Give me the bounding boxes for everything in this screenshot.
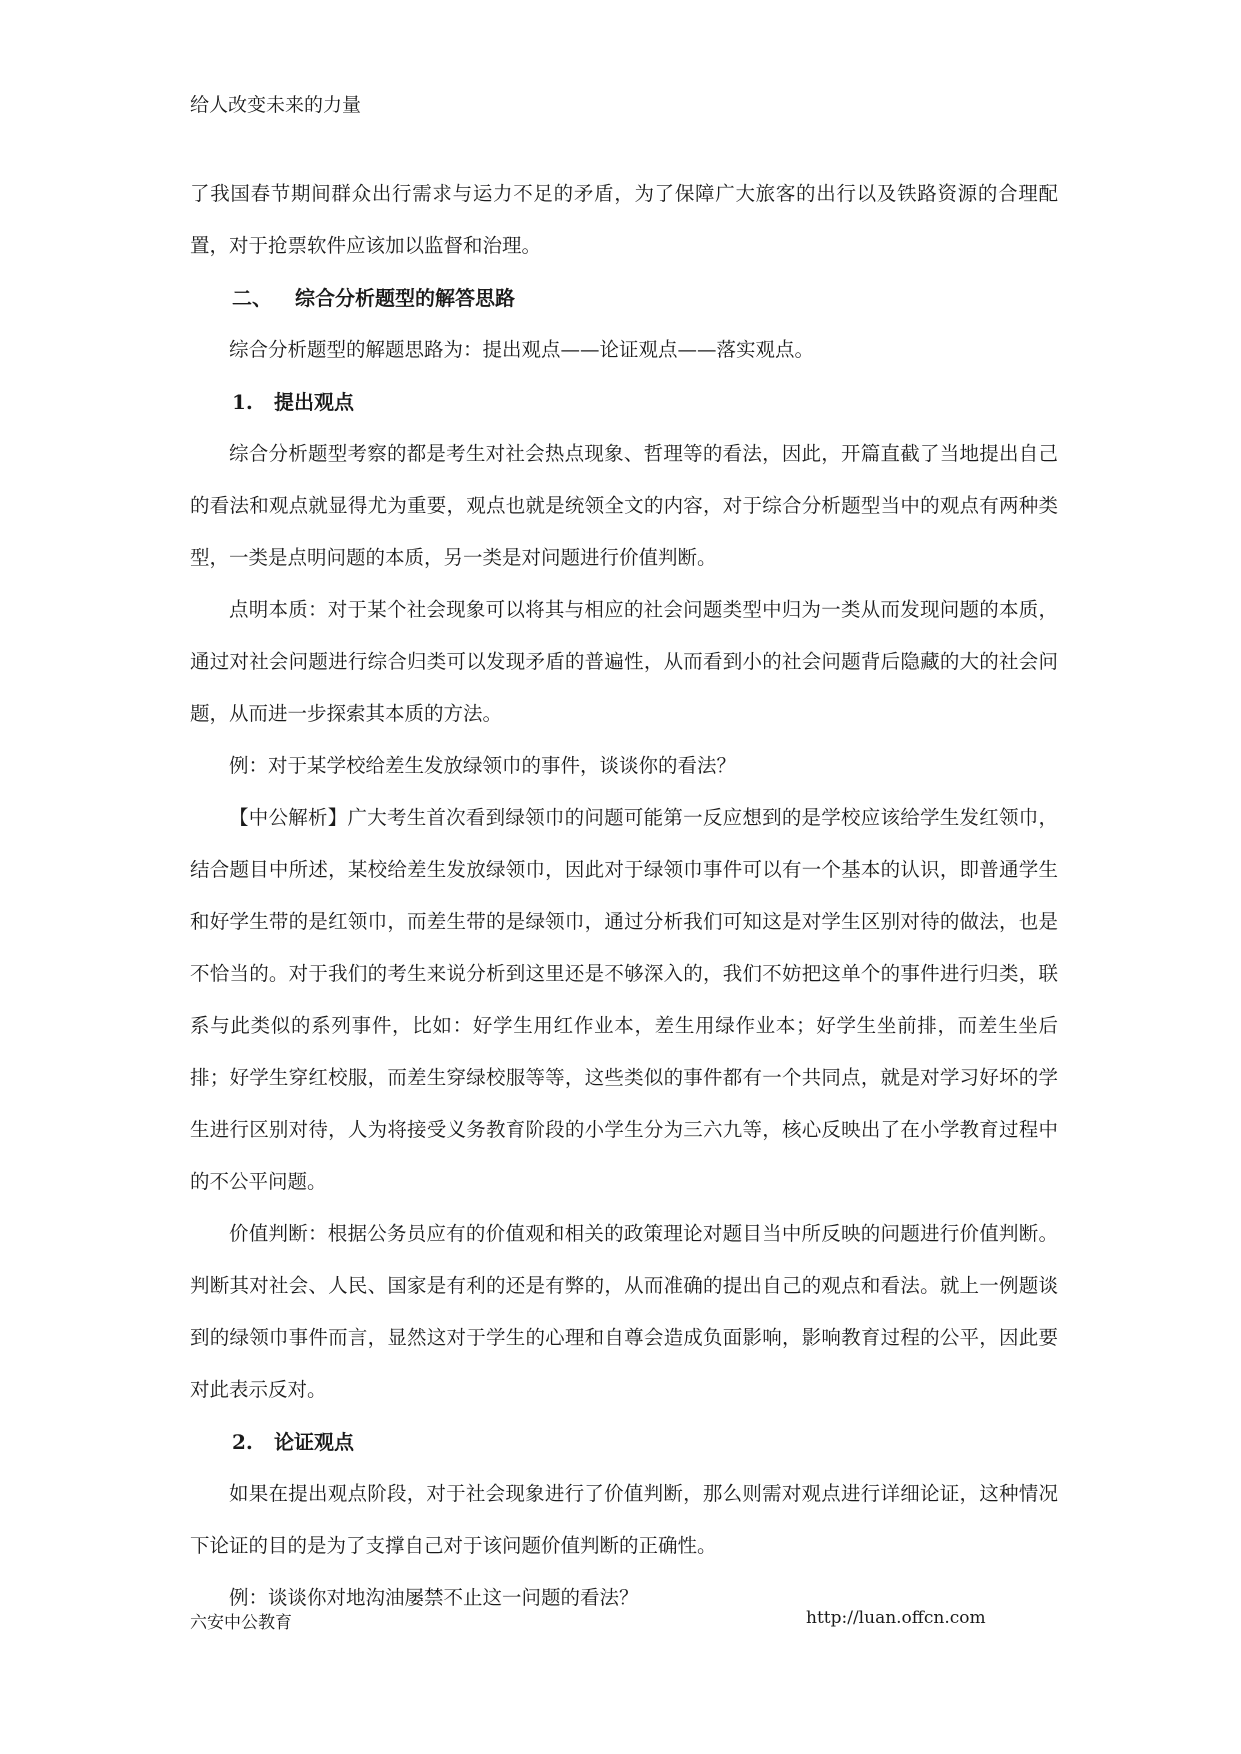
section-number: 二、: [232, 286, 272, 310]
footer-organization: 六安中公教育: [190, 1613, 292, 1633]
paragraph: 价值判断：根据公务员应有的价值观和相关的政策理论对题目当中所反映的问题进行价值判断。判断其对社会、人民、国家是有利的还是有弊的，从而准确的提出自己的观点和看法。就上一例题谈到的绿领巾事件而言，显然这对于学生的心理和自尊会造成负面影响，影响教育过程的公平，因此要对此表示反对。: [190, 1222, 1058, 1401]
section-title: 综合分析题型的解答思路: [295, 286, 515, 310]
subsection-number: 2.: [232, 1430, 253, 1454]
subsection-heading-1: [190, 376, 1058, 428]
paragraph: 如果在提出观点阶段，对于社会现象进行了价值判断，那么则需对观点进行详细论证，这种情况下论证的目的是为了支撑自己对于该问题价值判断的正确性。: [190, 1482, 1058, 1557]
section-heading-2: [190, 272, 1058, 324]
subsection-heading-2: [190, 1416, 1058, 1468]
analysis-paragraph: 【中公解析】广大考生首次看到绿领巾的问题可能第一反应想到的是学校应该给学生发红领巾，结合题目中所述，某校给差生发放绿领巾，因此对于绿领巾事件可以有一个基本的认识，即普通学生和好学生带的是红领巾，而差生带的是绿领巾，通过分析我们可知这是对学生区别对待的做法，也是不恰当的。对于我们的考生来说分析到这里还是不够深入的，我们不妨把这单个的事件进行归类，联系与此类似的系列事件，比如：好学生用红作业本，差生用绿作业本；好学生坐前排，而差生坐后排；好学生穿红校服，而差生穿绿校服等等，这些类似的事件都有一个共同点，就是对学习好坏的学生进行区别对待，人为将接受义务教育阶段的小学生分为三六九等，核心反映出了在小学教育过程中的不公平问题。: [190, 806, 1058, 1193]
subsection-title: 论证观点: [274, 1430, 354, 1454]
document-body: [190, 168, 1058, 1624]
example-question: 例：谈谈你对地沟油屡禁不止这一问题的看法？: [229, 1586, 639, 1609]
paragraph-continued: 了我国春节期间群众出行需求与运力不足的矛盾，为了保障广大旅客的出行以及铁路资源的合理配置，对于抢票软件应该加以监督和治理。: [190, 182, 1058, 257]
example-question: 例：对于某学校给差生发放绿领巾的事件，谈谈你的看法？: [229, 754, 737, 777]
paragraph: 综合分析题型的解题思路为：提出观点——论证观点——落实观点。: [229, 338, 815, 361]
paragraph: 综合分析题型考察的都是考生对社会热点现象、哲理等的看法，因此，开篇直截了当地提出自己的看法和观点就显得尤为重要，观点也就是统领全文的内容，对于综合分析题型当中的观点有两种类型，一类是点明问题的本质，另一类是对问题进行价值判断。: [190, 442, 1058, 569]
subsection-number: 1.: [232, 390, 253, 414]
subsection-title: 提出观点: [274, 390, 354, 414]
footer-url: http://luan.offcn.com: [806, 1608, 986, 1628]
paragraph: 点明本质：对于某个社会现象可以将其与相应的社会问题类型中归为一类从而发现问题的本质，通过对社会问题进行综合归类可以发现矛盾的普遍性，从而看到小的社会问题背后隐藏的大的社会问题，从而进一步探索其本质的方法。: [190, 598, 1058, 725]
page-header: 给人改变未来的力量: [190, 94, 362, 116]
